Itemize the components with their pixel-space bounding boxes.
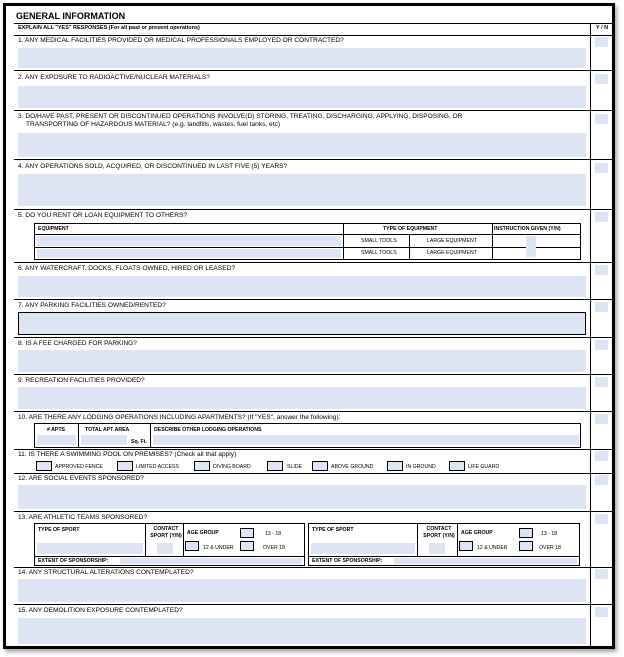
approved-fence-label: APPROVED FENCE	[55, 464, 103, 470]
question-5: 5. DO YOU RENT OR LOAN EQUIPMENT TO OTHERS?	[18, 212, 188, 219]
extent-field[interactable]	[394, 558, 577, 564]
age-over-18-label: OVER 18	[263, 545, 285, 551]
divider	[14, 604, 612, 605]
yn-11-field[interactable]	[595, 451, 608, 461]
describe-field[interactable]	[153, 435, 579, 445]
answer-12-field[interactable]	[18, 485, 586, 509]
slide-label: SLIDE	[287, 464, 302, 470]
question-15: 15. ANY DEMOLITION EXPOSURE CONTEMPLATED?	[18, 607, 183, 614]
divider	[14, 449, 612, 450]
in-ground-checkbox[interactable]	[387, 461, 403, 471]
above-ground-label: ABOVE GROUND	[331, 464, 374, 470]
yn-6-field[interactable]	[595, 265, 608, 275]
yn-7-field[interactable]	[595, 302, 608, 312]
yn-column-divider	[590, 23, 591, 648]
lodging-table	[34, 423, 581, 448]
question-10: 10. ARE THERE ANY LODGING OPERATIONS INCLUDING APARTMENTS? (If "YES", answer the following):	[18, 414, 341, 421]
age-over-18-checkbox[interactable]	[519, 541, 533, 551]
divider	[14, 473, 612, 474]
contact-sport-header: CONTACT SPORT (Y/N)	[150, 526, 182, 539]
life-guard-checkbox[interactable]	[449, 461, 465, 471]
contact-sport-field[interactable]	[157, 543, 173, 554]
question-6: 6. ANY WATERCRAFT, DOCKS, FLOATS OWNED, HIRED OR LEASED?	[18, 265, 236, 272]
answer-7-field[interactable]	[18, 312, 586, 335]
yn-10-field[interactable]	[595, 414, 608, 424]
answer-15-field[interactable]	[18, 618, 586, 644]
divider	[14, 159, 612, 160]
age-12-under-label: 12 & UNDER	[203, 545, 234, 551]
question-4: 4. ANY OPERATIONS SOLD, ACQUIRED, OR DISCONTINUED IN LAST FIVE (5) YEARS?	[18, 163, 288, 170]
divider	[14, 374, 612, 375]
question-2: 2. ANY EXPOSURE TO RADIOACTIVE/NUCLEAR MATERIALS?	[18, 74, 210, 81]
diving-board-checkbox[interactable]	[194, 461, 210, 471]
question-13: 13. ARE ATHLETIC TEAMS SPONSORED?	[18, 514, 148, 521]
age-12-under-checkbox[interactable]	[185, 541, 199, 551]
above-ground-checkbox[interactable]	[312, 461, 328, 471]
contact-sport-header: CONTACT SPORT (Y/N)	[423, 526, 455, 539]
in-ground-label: IN GROUND	[406, 464, 436, 470]
yn-14-field[interactable]	[595, 569, 608, 579]
question-12: 12. ARE SOCIAL EVENTS SPONSORED?	[18, 475, 144, 482]
limited-access-checkbox[interactable]	[117, 461, 133, 471]
question-7: 7. ANY PARKING FACILITIES OWNED/RENTED?	[18, 302, 166, 309]
yn-5-field[interactable]	[595, 212, 608, 222]
yn-13-field[interactable]	[595, 514, 608, 524]
divider	[14, 567, 612, 568]
diving-board-label: DIVING BOARD	[213, 464, 251, 470]
total-area-field[interactable]	[81, 435, 127, 445]
describe-header: DESCRIBE OTHER LODGING OPERATIONS	[154, 427, 262, 433]
apts-header: # APTS	[47, 427, 65, 433]
divider	[14, 299, 612, 300]
apts-field[interactable]	[37, 435, 76, 445]
yn-1-field[interactable]	[595, 37, 608, 47]
equipment-row-1-field[interactable]	[37, 236, 341, 246]
answer-1-field[interactable]	[18, 48, 586, 68]
age-13-18-label: 13 - 18	[265, 531, 282, 537]
question-9: 9. RECREATION FACILITIES PROVIDED?	[18, 377, 145, 384]
yn-12-field[interactable]	[595, 475, 608, 485]
life-guard-label: LIFE GUARD	[468, 464, 500, 470]
answer-3-field[interactable]	[18, 133, 586, 157]
yn-8-field[interactable]	[595, 340, 608, 350]
instruction-header: INSTRUCTION GIVEN (Y/N)	[494, 226, 561, 232]
yn-3-field[interactable]	[595, 114, 608, 124]
type-of-sport-header: TYPE OF SPORT	[38, 527, 80, 533]
equipment-header: EQUIPMENT	[38, 226, 69, 232]
answer-9-field[interactable]	[18, 387, 586, 409]
extent-label: EXTENT OF SPONSORSHIP:	[312, 558, 383, 564]
age-12-under-label: 12 & UNDER	[477, 545, 508, 551]
question-8: 8. IS A FEE CHARGED FOR PARKING?	[18, 340, 137, 347]
question-3-line-1: 3. DO/HAVE PAST, PRESENT OR DISCONTINUED OPERATIONS INVOLVE(D) STORING, TREATING, DISCHARGING, APPLYING, DISPOSING, OR	[18, 113, 463, 120]
age-group-header: AGE GROUP	[187, 530, 219, 536]
large-equipment-2: LARGE EQUIPMENT	[427, 250, 477, 256]
answer-14-field[interactable]	[18, 579, 586, 602]
form-frame	[3, 3, 615, 649]
instruction-field[interactable]	[526, 236, 536, 257]
age-13-18-checkbox[interactable]	[519, 528, 533, 538]
yn-9-field[interactable]	[595, 377, 608, 387]
divider	[14, 262, 612, 263]
limited-access-label: LIMITED ACCESS	[136, 464, 179, 470]
age-group-header: AGE GROUP	[461, 530, 493, 536]
extent-field[interactable]	[120, 558, 302, 564]
large-equipment-1: LARGE EQUIPMENT	[427, 238, 477, 244]
small-tools-1: SMALL TOOLS	[361, 238, 397, 244]
equipment-table	[34, 223, 581, 260]
type-of-sport-field[interactable]	[37, 543, 143, 554]
age-13-18-checkbox[interactable]	[240, 528, 254, 538]
question-1: 1. ANY MEDICAL FACILITIES PROVIDED OR MEDICAL PROFESSIONALS EMPLOYED OR CONTRACTED?	[18, 37, 344, 44]
divider	[14, 411, 612, 412]
type-of-sport-header: TYPE OF SPORT	[312, 527, 354, 533]
question-14: 14. ANY STRUCTURAL ALTERATIONS CONTEMPLATED?	[18, 569, 194, 576]
header-explain: EXPLAIN ALL "YES" RESPONSES (For all past or present operations)	[18, 25, 200, 31]
yn-2-field[interactable]	[595, 74, 608, 84]
question-11: 11. IS THERE A SWIMMING POOL ON PREMISES? (Check all that apply)	[18, 451, 237, 458]
sqft-label: Sq. Ft.	[131, 439, 147, 445]
divider	[14, 209, 612, 210]
total-area-header: TOTAL APT AREA	[85, 427, 130, 433]
answer-6-field[interactable]	[18, 276, 586, 297]
form-title: GENERAL INFORMATION	[16, 11, 126, 21]
slide-checkbox[interactable]	[267, 461, 283, 471]
yn-4-field[interactable]	[595, 163, 608, 173]
divider	[14, 110, 612, 111]
yn-15-field[interactable]	[595, 607, 608, 617]
type-of-sport-field[interactable]	[311, 543, 415, 554]
answer-2-field[interactable]	[18, 86, 586, 108]
equipment-row-2-field[interactable]	[37, 249, 341, 258]
approved-fence-checkbox[interactable]	[36, 461, 52, 471]
age-12-under-checkbox[interactable]	[459, 541, 473, 551]
divider	[14, 70, 612, 71]
answer-4-field[interactable]	[18, 174, 586, 206]
contact-sport-field[interactable]	[429, 543, 445, 554]
small-tools-2: SMALL TOOLS	[361, 250, 397, 256]
athletic-table-left	[34, 523, 305, 566]
answer-8-field[interactable]	[18, 350, 586, 372]
header-yn: Y / N	[596, 25, 609, 31]
age-over-18-checkbox[interactable]	[240, 541, 254, 551]
question-3-line-2: TRANSPORTING OF HAZARDOUS MATERIAL? (e.g. landfills, wastes, fuel tanks, etc)	[26, 121, 281, 128]
divider	[14, 337, 612, 338]
extent-label: EXTENT OF SPONSORSHIP:	[38, 558, 109, 564]
age-13-18-label: 13 - 18	[541, 531, 558, 537]
age-over-18-label: OVER 18	[539, 545, 561, 551]
divider	[14, 511, 612, 512]
athletic-table-right	[308, 523, 580, 566]
type-of-equipment-header: TYPE OF EQUIPMENT	[383, 226, 438, 232]
